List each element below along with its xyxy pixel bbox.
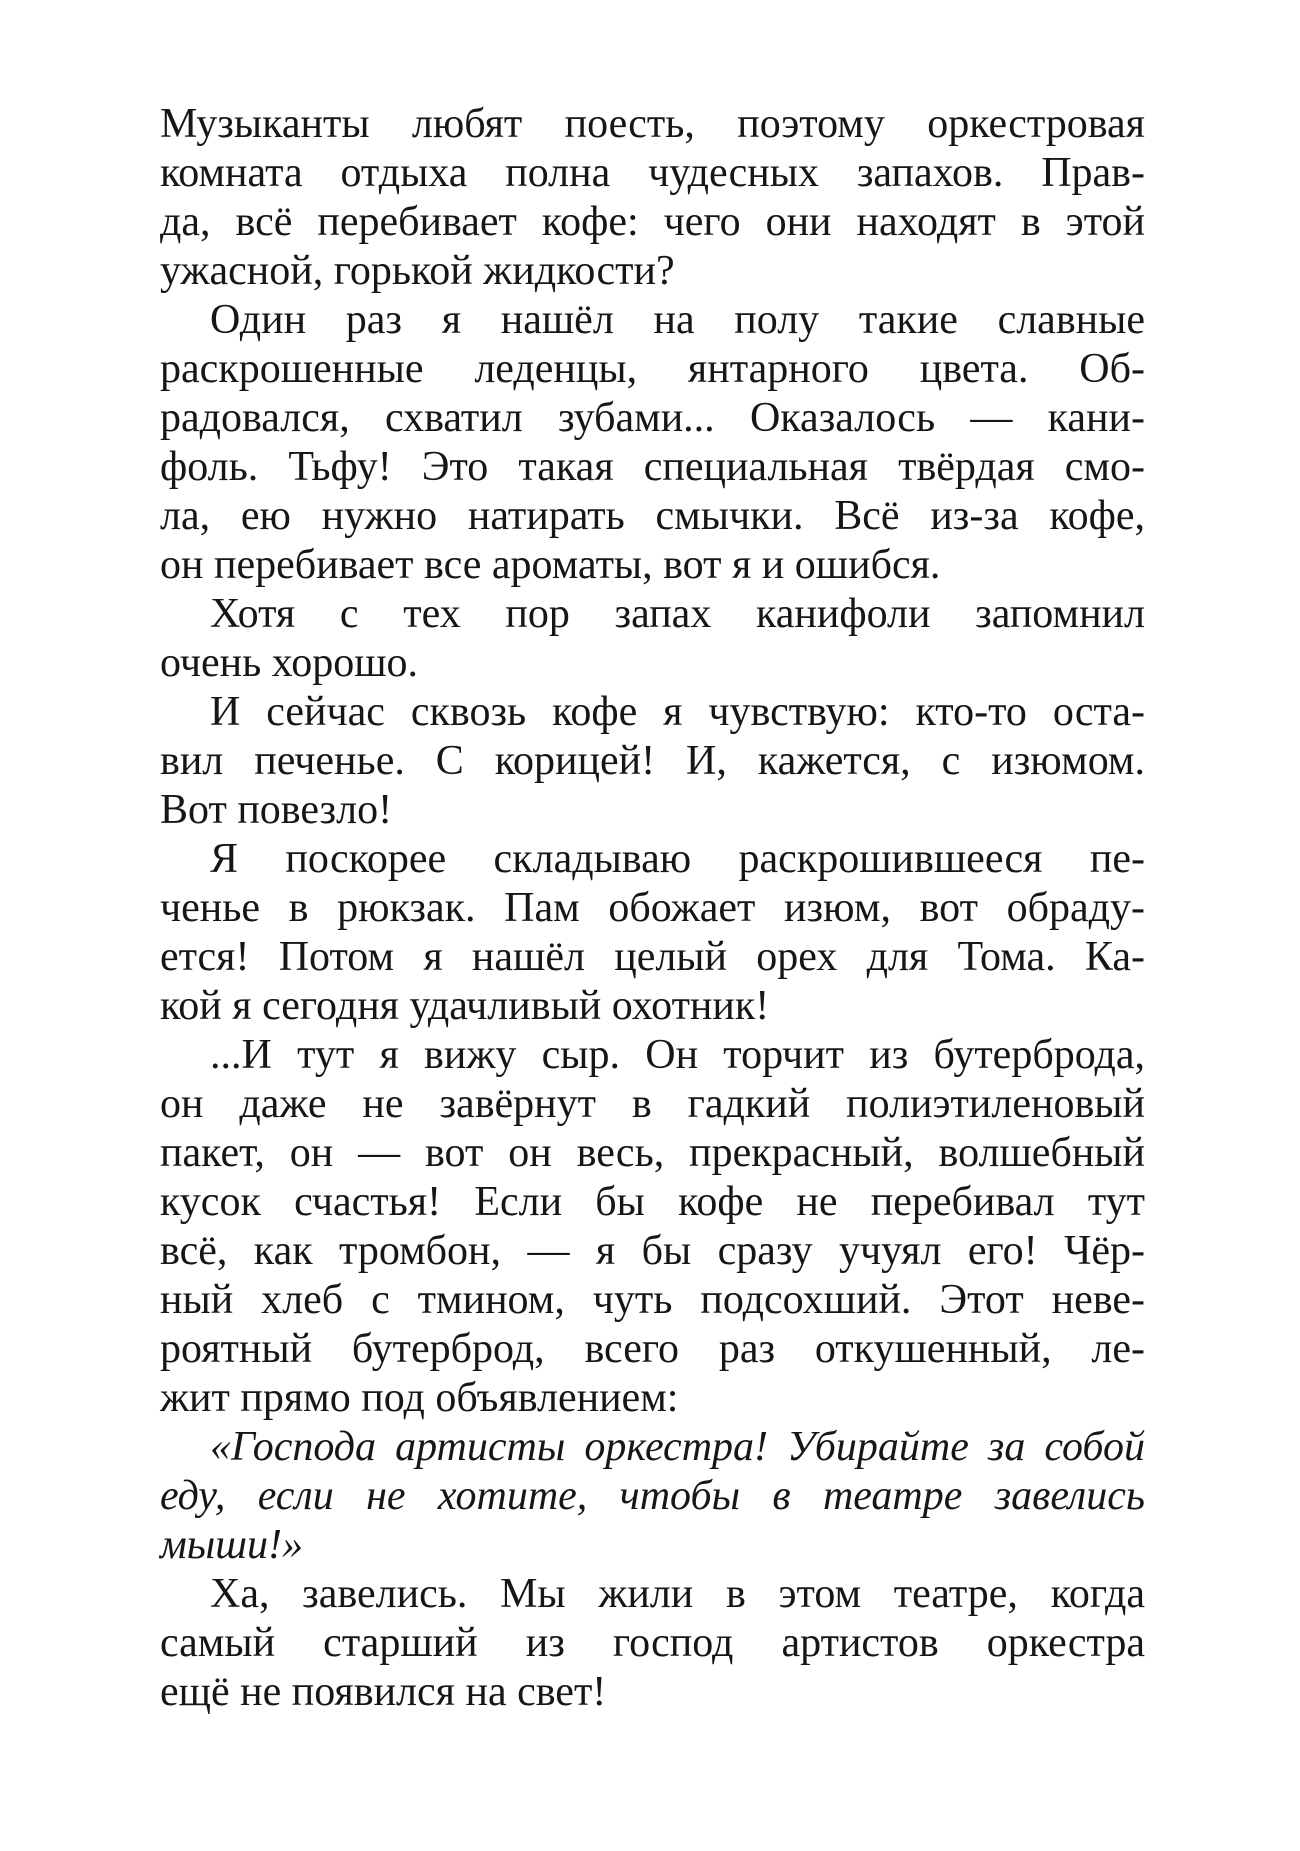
text-line: всё, как тромбон, — я бы сразу учуял его! Чёр- [160,1228,1145,1274]
text-line: ла, ею нужно натирать смычки. Всё из-за кофе, [160,493,1145,539]
text-line: роятный бутерброд, всего раз откушенный, ле- [160,1326,1145,1372]
text-line: пакет, он — вот он весь, прекрасный, волшебный [160,1130,1145,1176]
text-line: еду, если не хотите, чтобы в театре завелись мыши!» [160,1473,1145,1568]
text-line: ужасной, горькой жидкости? [160,248,675,294]
text-line: он перебивает все ароматы, вот я и ошибся. [160,542,941,588]
paragraph [160,100,1145,296]
text-line: радовался, схватил зубами... Оказалось — кани- [160,395,1145,441]
paragraph [160,1031,1145,1423]
paragraph [160,590,1145,688]
text-line: ченье в рюкзак. Пам обожает изюм, вот обраду- [160,885,1145,931]
paragraph [160,1570,1145,1717]
text-line: фоль. Тьфу! Это такая специальная твёрдая смо- [160,444,1145,490]
text-line: И сейчас сквозь кофе я чувствую: кто-то оста- [210,689,1145,735]
text-line: ещё не появился на свет! [160,1669,607,1715]
paragraph [160,296,1145,590]
text-line: очень хорошо. [160,640,419,686]
text-line: раскрошенные леденцы, янтарного цвета. Об- [160,346,1145,392]
text-line: Вот повезло! [160,787,393,833]
text-line: ный хлеб с тмином, чуть подсохший. Этот неве- [160,1277,1145,1323]
text-line: Музыканты любят поесть, поэтому оркестровая [160,101,1145,147]
paragraph [160,688,1145,835]
text-line: кусок счастья! Если бы кофе не перебивал тут [160,1179,1145,1225]
paragraph-notice-italic [160,1423,1145,1570]
text-line: Хотя с тех пор запах канифоли запомнил [210,591,1145,637]
text-line: кой я сегодня удачливый охотник! [160,983,770,1029]
text-line: он даже не завёрнут в гадкий полиэтиленовый [160,1081,1145,1127]
paragraph [160,835,1145,1031]
text-line: вил печенье. С корицей! И, кажется, с изюмом. [160,738,1145,784]
text-line: жит прямо под объявлением: [160,1375,679,1421]
text-line: Ха, завелись. Мы жили в этом театре, когда [210,1571,1145,1617]
text-line: ется! Потом я нашёл целый орех для Тома. Ка- [160,934,1145,980]
text-line: «Господа артисты оркестра! Убирайте за собой [210,1424,1145,1470]
text-line: самый старший из господ артистов оркестра [160,1620,1145,1666]
text-line: комната отдыха полна чудесных запахов. Прав- [160,150,1145,196]
text-line: да, всё перебивает кофе: чего они находят в этой [160,199,1145,245]
text-line: ...И тут я вижу сыр. Он торчит из бутерброда, [210,1032,1145,1078]
text-line: Один раз я нашёл на полу такие славные [210,297,1145,343]
text-block [160,100,1145,1717]
text-line: Я поскорее складываю раскрошившееся пе- [210,836,1145,882]
